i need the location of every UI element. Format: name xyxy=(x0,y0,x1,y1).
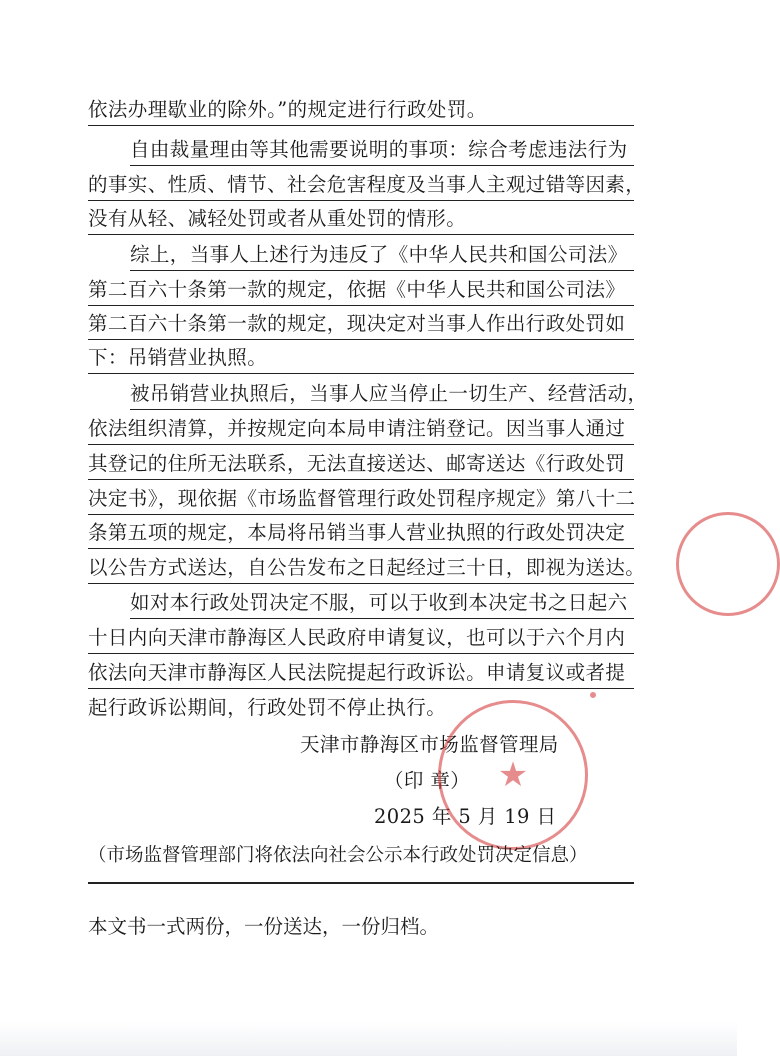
seal-label: （印 章） xyxy=(384,769,471,792)
seal-star-icon: ★ xyxy=(497,755,529,795)
text-line-8: 下：吊销营业执照。 xyxy=(88,343,634,374)
text-line-5: 综上，当事人上述行为违反了《中华人民共和国公司法》 xyxy=(130,240,634,271)
text-line-12: 决定书》，现依据《市场监督管理行政处罚程序规定》第八十二 xyxy=(88,484,634,515)
text-line-13: 条第五项的规定，本局将吊销当事人营业执照的行政处罚决定 xyxy=(88,518,634,549)
text-line-9: 被吊销营业执照后，当事人应当停止一切生产、经营活动， xyxy=(130,379,634,410)
text-line-18: 起行政诉讼期间，行政处罚不停止执行。 xyxy=(88,696,447,719)
issuing-organization: 天津市静海区市场监督管理局 xyxy=(300,733,559,756)
divider-line xyxy=(88,882,634,884)
text-line-17: 依法向天津市静海区人民法院提起行政诉讼。申请复议或者提 xyxy=(88,658,634,689)
text-line-14: 以公告方式送达，自公告发布之日起经过三十日，即视为送达。 xyxy=(88,553,634,584)
publicity-notice: （市场监督管理部门将依法向社会公示本行政处罚决定信息） xyxy=(88,845,588,866)
text-line-6: 第二百六十条第一款的规定，依据《中华人民共和国公司法》 xyxy=(88,275,634,306)
text-line-3: 的事实、性质、情节、社会危害程度及当事人主观过错等因素， xyxy=(88,170,634,201)
text-line-11: 其登记的住所无法联系，无法直接送达、邮寄送达《行政处罚 xyxy=(88,449,634,480)
page-edge-seal xyxy=(676,512,780,616)
text-line-7: 第二百六十条第一款的规定，现决定对当事人作出行政处罚如 xyxy=(88,309,634,340)
text-line-1: 依法办理歇业的除外。”的规定进行行政处罚。 xyxy=(88,95,634,126)
copies-note: 本文书一式两份，一份送达，一份归档。 xyxy=(88,915,440,938)
official-seal xyxy=(590,692,596,698)
decision-date: 2025 年 5 月 19 日 xyxy=(374,805,557,828)
text-line-16: 十日内向天津市静海区人民政府申请复议，也可以于六个月内 xyxy=(88,623,634,654)
text-line-4: 没有从轻、减轻处罚或者从重处罚的情形。 xyxy=(88,204,634,235)
text-line-10: 依法组织清算，并按规定向本局申请注销登记。因当事人通过 xyxy=(88,414,634,445)
text-line-15: 如对本行政处罚决定不服，可以于收到本决定书之日起六 xyxy=(130,588,634,619)
scan-shadow xyxy=(0,1022,737,1056)
round-seal xyxy=(438,700,588,850)
text-line-2: 自由裁量理由等其他需要说明的事项：综合考虑违法行为 xyxy=(130,135,634,166)
